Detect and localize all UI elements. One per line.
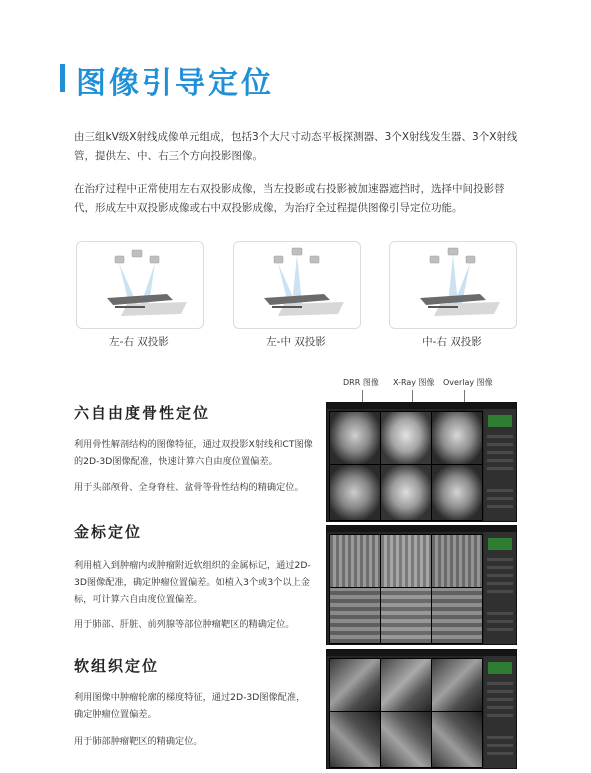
section-text-soft-tissue-1: 利用图像中肿瘤轮廓的梯度特征，通过2D-3D图像配准，确定肿瘤位置偏差。 bbox=[74, 692, 306, 720]
drr-image-3 bbox=[329, 534, 381, 588]
legend-overlay: Overlay 图像 bbox=[443, 378, 493, 387]
projection-illustration-left-right bbox=[76, 241, 204, 329]
projection-illustration-left-center bbox=[233, 241, 361, 329]
screenshot-bone-registration bbox=[326, 402, 517, 522]
drr-image-5 bbox=[329, 658, 381, 712]
screenshot-soft-tissue-registration bbox=[326, 649, 517, 769]
legend-xray: X-Ray 图像 bbox=[393, 378, 435, 387]
projection-label-left-center: 左-中 双投影 bbox=[266, 336, 326, 348]
section-text-bone-2: 用于头部颅骨、全身脊柱、盆骨等骨性结构的精确定位。 bbox=[74, 482, 304, 493]
xray-image-5 bbox=[380, 658, 432, 712]
drr-image-2 bbox=[329, 464, 381, 521]
xray-image-1 bbox=[380, 411, 432, 465]
overlay-image-4 bbox=[431, 587, 483, 644]
section-title-fiducial: 金标定位 bbox=[74, 523, 143, 541]
overlay-image-1 bbox=[431, 411, 483, 465]
section-text-fiducial-1: 利用植入到肿瘤内或肿瘤附近软组织的金属标记，通过2D-3D图像配准，确定肿瘤位置偏差。如植入3个或3个以上金标，可计算六自由度位置偏差。 bbox=[74, 560, 311, 605]
overlay-image-2 bbox=[431, 464, 483, 521]
title-accent-bar bbox=[60, 64, 65, 92]
overlay-image-3 bbox=[431, 534, 483, 588]
drr-image-4 bbox=[329, 587, 381, 644]
overlay-image-6 bbox=[431, 711, 483, 768]
page-title: 图像引导定位 bbox=[76, 66, 274, 101]
drr-image-1 bbox=[329, 411, 381, 465]
section-text-fiducial-2: 用于肺部、肝脏、前列腺等部位肿瘤靶区的精确定位。 bbox=[74, 619, 295, 630]
projection-illustration-center-right bbox=[389, 241, 517, 329]
xray-image-6 bbox=[380, 711, 432, 768]
section-title-soft-tissue: 软组织定位 bbox=[74, 657, 160, 675]
screenshot-fiducial-registration bbox=[326, 525, 517, 645]
intro-paragraph-1: 由三组kV级X射线成像单元组成，包括3个大尺寸动态平板探测器、3个X射线发生器、3个X射线管，提供左、中、右三个方向投影图像。 bbox=[74, 131, 518, 162]
drr-image-6 bbox=[329, 711, 381, 768]
section-text-soft-tissue-2: 用于肺部肿瘤靶区的精确定位。 bbox=[74, 736, 203, 747]
overlay-image-5 bbox=[431, 658, 483, 712]
legend-drr: DRR 图像 bbox=[343, 378, 379, 387]
intro-paragraph-2: 在治疗过程中正常使用左右双投影成像，当左投影或右投影被加速器遮挡时，选择中间投影替代，形成左中双投影成像或右中双投影成像，为治疗全过程提供图像引导定位功能。 bbox=[74, 183, 505, 214]
xray-image-3 bbox=[380, 534, 432, 588]
section-text-bone-1: 利用骨性解剖结构的图像特征，通过双投影X射线和CT图像的2D-3D图像配准，快速计算六自由度位置偏差。 bbox=[74, 439, 313, 467]
projection-label-left-right: 左-右 双投影 bbox=[109, 336, 169, 348]
section-title-bone: 六自由度骨性定位 bbox=[74, 404, 211, 422]
xray-image-2 bbox=[380, 464, 432, 521]
xray-image-4 bbox=[380, 587, 432, 644]
projection-label-center-right: 中-右 双投影 bbox=[422, 336, 482, 348]
